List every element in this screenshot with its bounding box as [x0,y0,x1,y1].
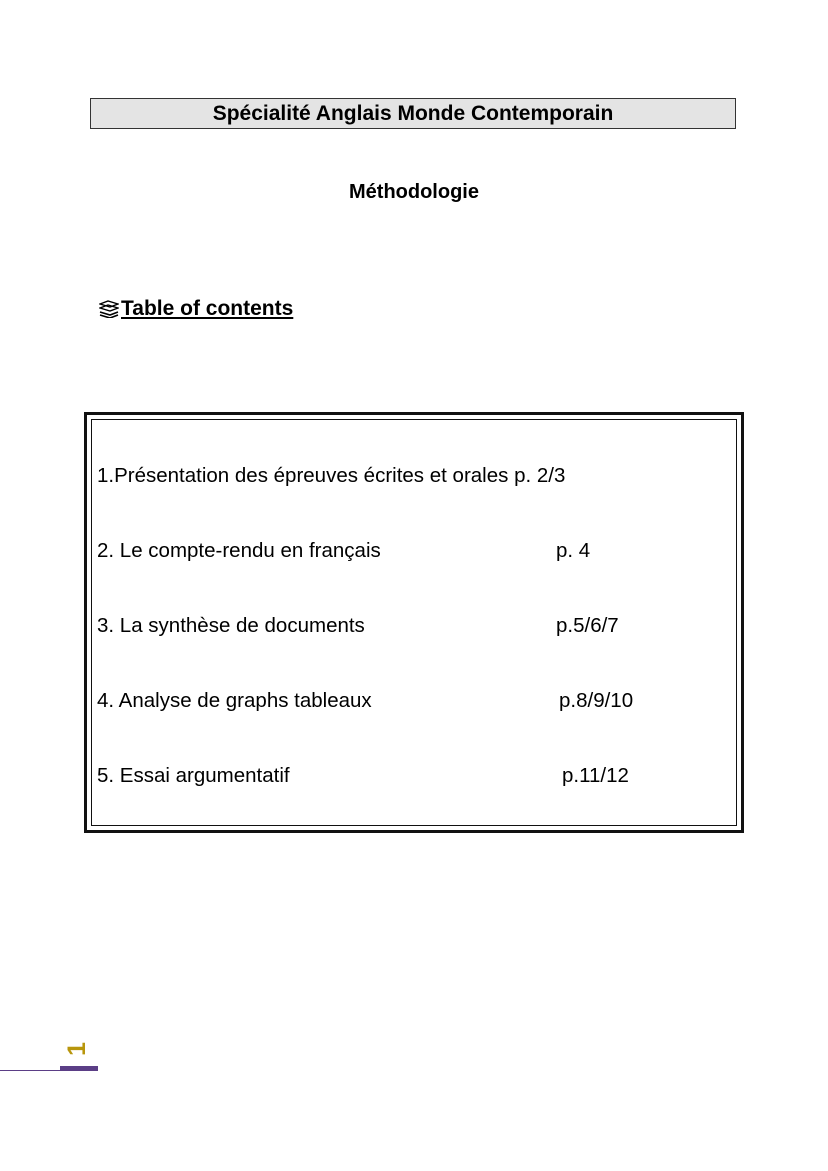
toc-item-label: 4. Analyse de graphs tableaux [97,689,372,712]
document-title: Spécialité Anglais Monde Contemporain [90,98,736,129]
page-number: 1 [63,1042,91,1056]
toc-item-page: p.5/6/7 [556,614,619,637]
toc-item-label: 3. La synthèse de documents [97,614,365,637]
toc-item-label: 1.Présentation des épreuves écrites et orales p. 2/3 [97,464,566,487]
footer-rule-accent [60,1066,98,1071]
toc-item-label: 5. Essai argumentatif [97,764,290,787]
toc-heading [99,297,293,321]
document-subtitle: Méthodologie [349,181,479,203]
books-icon [99,300,119,318]
toc-item-label: 2. Le compte-rendu en français [97,539,381,562]
footer-rule [0,1070,60,1071]
toc-item-page: p.11/12 [562,764,629,787]
toc-item-page: p. 4 [556,539,591,562]
toc-box [84,412,744,833]
toc-item-page: p.8/9/10 [559,689,634,712]
toc-heading-text: Table of contents [121,297,294,320]
